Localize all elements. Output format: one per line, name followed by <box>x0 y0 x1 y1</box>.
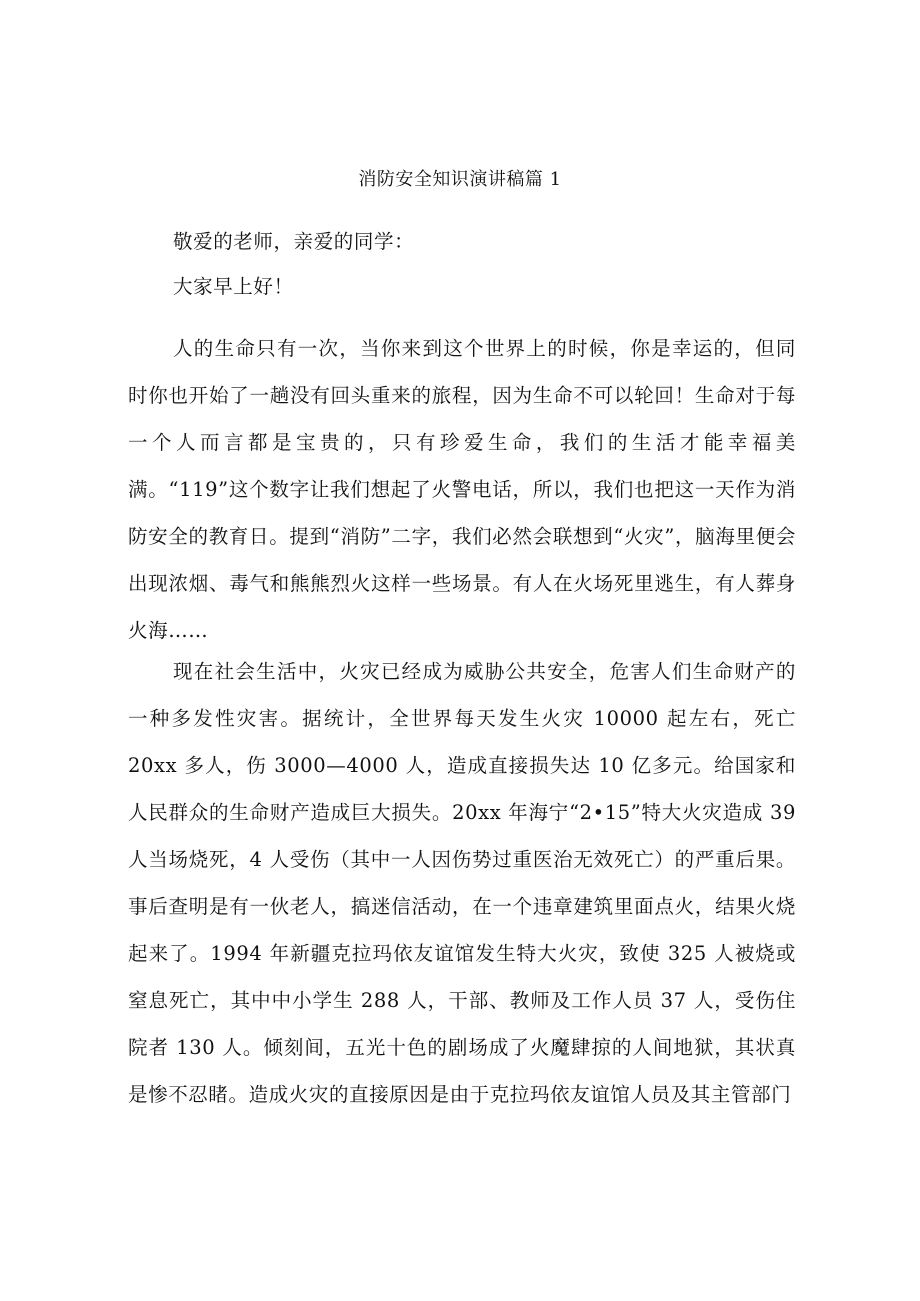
greeting-paragraph: 大家早上好！ <box>173 275 294 298</box>
body-paragraph-2: 现在社会生活中，火灾已经成为威胁公共安全，危害人们生命财产的一种多发性灾害。据统计，全世界每天发生火灾 10000 起左右，死亡 20xx 多人，伤 3000—4000 人，造成直接损失达 10 亿多元。给国家和人民群众的生命财产造成巨大损失。20xx 年海宁“2•15”特大火灾造成 39 人当场烧死，4 人受伤（其中一人因伤势过重医治无效死亡）的严重后果。事后查明是有一伙老人，搞迷信活动，在一个违章建筑里面点火，结果火烧起来了。1994 年新疆克拉玛依友谊馆发生特大火灾，致使 325 人被烧或窒息死亡，其中中小学生 288 人，干部、教师及工作人员 37 人，受伤住院者 130 人。倾刻间，五光十色的剧场成了火魔肆掠的人间地狱，其状真是惨不忍睹。造成火灾的直接原因是由于克拉玛依友谊馆人员及其主管部门 <box>128 660 796 1106</box>
salutation-paragraph: 敬爱的老师，亲爱的同学： <box>173 230 415 253</box>
body-paragraph-1: 人的生命只有一次，当你来到这个世界上的时候，你是幸运的，但同时你也开始了一趟没有回头重来的旅程，因为生命不可以轮回！生命对于每一个人而言都是宝贵的，只有珍爱生命，我们的生活才能幸福美满。“119”这个数字让我们想起了火警电话，所以，我们也把这一天作为消防安全的教育日。提到“消防”二字，我们必然会联想到“火灾”，脑海里便会出现浓烟、毒气和熊熊烈火这样一些场景。有人在火场死里逃生，有人葬身火海…… <box>128 337 796 642</box>
document-title: 消防安全知识演讲稿篇 1 <box>358 169 562 190</box>
